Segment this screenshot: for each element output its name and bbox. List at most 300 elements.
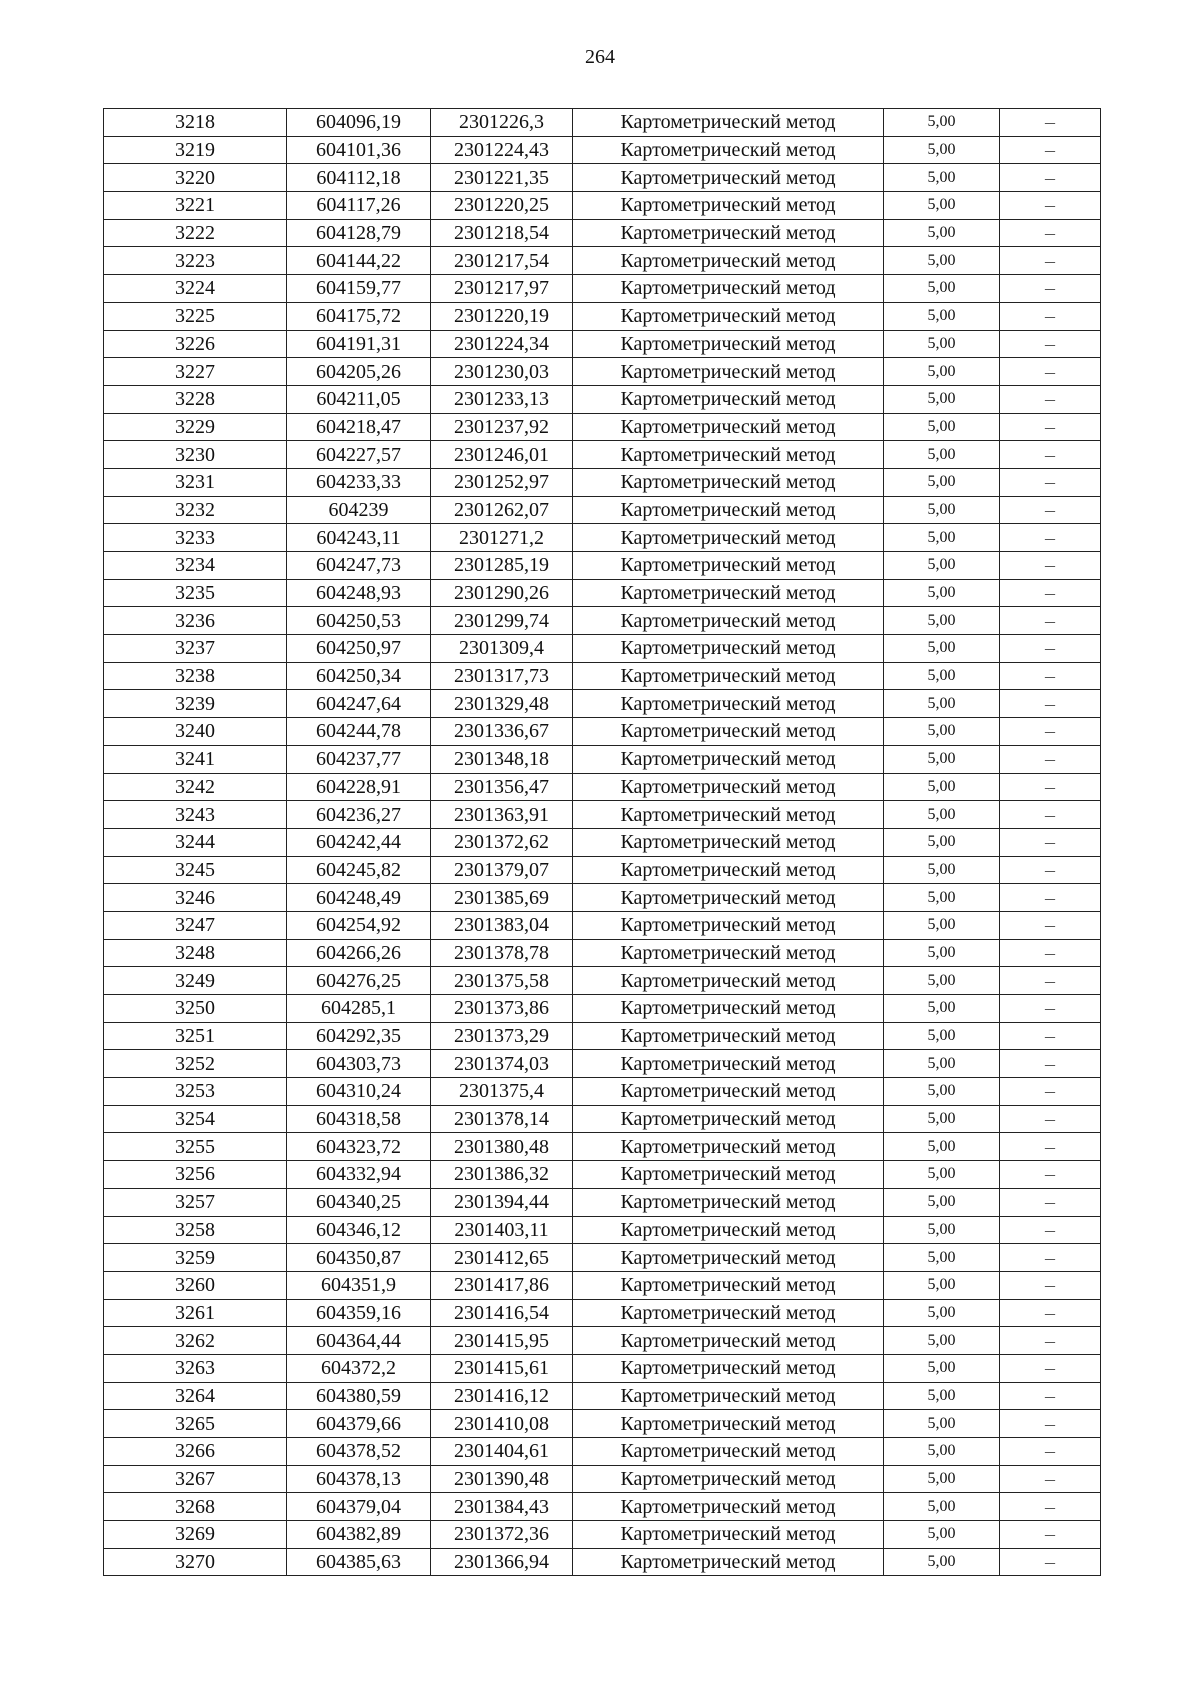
accuracy-cell: 5,00	[884, 385, 1000, 413]
accuracy-cell: 5,00	[884, 967, 1000, 995]
y-coordinate-cell: 2301417,86	[431, 1271, 573, 1299]
accuracy-cell: 5,00	[884, 1188, 1000, 1216]
y-coordinate-cell: 2301356,47	[431, 773, 573, 801]
accuracy-cell: 5,00	[884, 1438, 1000, 1466]
method-cell: Картометрический метод	[573, 496, 884, 524]
table-row	[104, 1078, 1101, 1106]
method-cell: Картометрический метод	[573, 1188, 884, 1216]
point-number-cell: 3235	[104, 579, 287, 607]
point-number-cell: 3249	[104, 967, 287, 995]
y-coordinate-cell: 2301246,01	[431, 441, 573, 469]
table-row	[104, 828, 1101, 856]
accuracy-cell: 5,00	[884, 1022, 1000, 1050]
description-cell: –	[1000, 1271, 1101, 1299]
description-cell: –	[1000, 856, 1101, 884]
point-number-cell: 3258	[104, 1216, 287, 1244]
coordinates-table	[103, 108, 1101, 1576]
description-cell: –	[1000, 1327, 1101, 1355]
y-coordinate-cell: 2301385,69	[431, 884, 573, 912]
y-coordinate-cell: 2301415,95	[431, 1327, 573, 1355]
x-coordinate-cell: 604233,33	[287, 468, 431, 496]
x-coordinate-cell: 604159,77	[287, 275, 431, 303]
method-cell: Картометрический метод	[573, 302, 884, 330]
x-coordinate-cell: 604346,12	[287, 1216, 431, 1244]
point-number-cell: 3244	[104, 828, 287, 856]
method-cell: Картометрический метод	[573, 773, 884, 801]
method-cell: Картометрический метод	[573, 164, 884, 192]
table-row	[104, 939, 1101, 967]
description-cell: –	[1000, 136, 1101, 164]
y-coordinate-cell: 2301416,54	[431, 1299, 573, 1327]
y-coordinate-cell: 2301373,86	[431, 995, 573, 1023]
table-row	[104, 136, 1101, 164]
x-coordinate-cell: 604242,44	[287, 828, 431, 856]
y-coordinate-cell: 2301383,04	[431, 911, 573, 939]
accuracy-cell: 5,00	[884, 1521, 1000, 1549]
description-cell: –	[1000, 1161, 1101, 1189]
x-coordinate-cell: 604378,52	[287, 1438, 431, 1466]
point-number-cell: 3233	[104, 524, 287, 552]
table-row	[104, 524, 1101, 552]
method-cell: Картометрический метод	[573, 413, 884, 441]
accuracy-cell: 5,00	[884, 413, 1000, 441]
point-number-cell: 3228	[104, 385, 287, 413]
table-row	[104, 579, 1101, 607]
y-coordinate-cell: 2301226,3	[431, 109, 573, 137]
x-coordinate-cell: 604266,26	[287, 939, 431, 967]
table-row	[104, 1244, 1101, 1272]
method-cell: Картометрический метод	[573, 358, 884, 386]
y-coordinate-cell: 2301415,61	[431, 1354, 573, 1382]
method-cell: Картометрический метод	[573, 801, 884, 829]
table-row	[104, 607, 1101, 635]
method-cell: Картометрический метод	[573, 468, 884, 496]
y-coordinate-cell: 2301374,03	[431, 1050, 573, 1078]
table-row	[104, 496, 1101, 524]
table-row	[104, 1493, 1101, 1521]
method-cell: Картометрический метод	[573, 1493, 884, 1521]
table-row	[104, 192, 1101, 220]
accuracy-cell: 5,00	[884, 1327, 1000, 1355]
method-cell: Картометрический метод	[573, 911, 884, 939]
x-coordinate-cell: 604101,36	[287, 136, 431, 164]
x-coordinate-cell: 604250,97	[287, 635, 431, 663]
y-coordinate-cell: 2301416,12	[431, 1382, 573, 1410]
table-row	[104, 1188, 1101, 1216]
method-cell: Картометрический метод	[573, 718, 884, 746]
accuracy-cell: 5,00	[884, 911, 1000, 939]
page-number: 264	[585, 46, 615, 68]
accuracy-cell: 5,00	[884, 247, 1000, 275]
accuracy-cell: 5,00	[884, 275, 1000, 303]
y-coordinate-cell: 2301218,54	[431, 219, 573, 247]
description-cell: –	[1000, 662, 1101, 690]
description-cell: –	[1000, 1244, 1101, 1272]
accuracy-cell: 5,00	[884, 773, 1000, 801]
table-row	[104, 1548, 1101, 1576]
y-coordinate-cell: 2301394,44	[431, 1188, 573, 1216]
table-row	[104, 690, 1101, 718]
accuracy-cell: 5,00	[884, 219, 1000, 247]
point-number-cell: 3262	[104, 1327, 287, 1355]
y-coordinate-cell: 2301386,32	[431, 1161, 573, 1189]
y-coordinate-cell: 2301262,07	[431, 496, 573, 524]
method-cell: Картометрический метод	[573, 330, 884, 358]
point-number-cell: 3222	[104, 219, 287, 247]
x-coordinate-cell: 604247,64	[287, 690, 431, 718]
description-cell: –	[1000, 1493, 1101, 1521]
x-coordinate-cell: 604244,78	[287, 718, 431, 746]
y-coordinate-cell: 2301384,43	[431, 1493, 573, 1521]
accuracy-cell: 5,00	[884, 856, 1000, 884]
description-cell: –	[1000, 1216, 1101, 1244]
y-coordinate-cell: 2301217,54	[431, 247, 573, 275]
accuracy-cell: 5,00	[884, 1493, 1000, 1521]
y-coordinate-cell: 2301329,48	[431, 690, 573, 718]
method-cell: Картометрический метод	[573, 1410, 884, 1438]
table-row	[104, 302, 1101, 330]
point-number-cell: 3218	[104, 109, 287, 137]
x-coordinate-cell: 604096,19	[287, 109, 431, 137]
y-coordinate-cell: 2301348,18	[431, 745, 573, 773]
description-cell: –	[1000, 801, 1101, 829]
accuracy-cell: 5,00	[884, 136, 1000, 164]
method-cell: Картометрический метод	[573, 1327, 884, 1355]
table-row	[104, 385, 1101, 413]
method-cell: Картометрический метод	[573, 1050, 884, 1078]
method-cell: Картометрический метод	[573, 690, 884, 718]
accuracy-cell: 5,00	[884, 1050, 1000, 1078]
table-row	[104, 1354, 1101, 1382]
description-cell: –	[1000, 745, 1101, 773]
accuracy-cell: 5,00	[884, 690, 1000, 718]
method-cell: Картометрический метод	[573, 1382, 884, 1410]
y-coordinate-cell: 2301285,19	[431, 552, 573, 580]
method-cell: Картометрический метод	[573, 385, 884, 413]
x-coordinate-cell: 604254,92	[287, 911, 431, 939]
description-cell: –	[1000, 1188, 1101, 1216]
x-coordinate-cell: 604359,16	[287, 1299, 431, 1327]
point-number-cell: 3251	[104, 1022, 287, 1050]
table-row	[104, 1438, 1101, 1466]
description-cell: –	[1000, 330, 1101, 358]
point-number-cell: 3259	[104, 1244, 287, 1272]
x-coordinate-cell: 604285,1	[287, 995, 431, 1023]
method-cell: Картометрический метод	[573, 524, 884, 552]
description-cell: –	[1000, 164, 1101, 192]
table-row	[104, 1216, 1101, 1244]
y-coordinate-cell: 2301378,78	[431, 939, 573, 967]
accuracy-cell: 5,00	[884, 884, 1000, 912]
point-number-cell: 3240	[104, 718, 287, 746]
point-number-cell: 3270	[104, 1548, 287, 1576]
y-coordinate-cell: 2301252,97	[431, 468, 573, 496]
y-coordinate-cell: 2301217,97	[431, 275, 573, 303]
table-row	[104, 745, 1101, 773]
table-row	[104, 856, 1101, 884]
accuracy-cell: 5,00	[884, 1161, 1000, 1189]
x-coordinate-cell: 604228,91	[287, 773, 431, 801]
accuracy-cell: 5,00	[884, 635, 1000, 663]
x-coordinate-cell: 604205,26	[287, 358, 431, 386]
point-number-cell: 3245	[104, 856, 287, 884]
accuracy-cell: 5,00	[884, 1465, 1000, 1493]
description-cell: –	[1000, 690, 1101, 718]
method-cell: Картометрический метод	[573, 247, 884, 275]
table-row	[104, 801, 1101, 829]
table-row	[104, 884, 1101, 912]
method-cell: Картометрический метод	[573, 1465, 884, 1493]
y-coordinate-cell: 2301220,25	[431, 192, 573, 220]
description-cell: –	[1000, 358, 1101, 386]
description-cell: –	[1000, 1410, 1101, 1438]
y-coordinate-cell: 2301363,91	[431, 801, 573, 829]
y-coordinate-cell: 2301375,4	[431, 1078, 573, 1106]
method-cell: Картометрический метод	[573, 1216, 884, 1244]
description-cell: –	[1000, 635, 1101, 663]
accuracy-cell: 5,00	[884, 718, 1000, 746]
description-cell: –	[1000, 579, 1101, 607]
x-coordinate-cell: 604379,66	[287, 1410, 431, 1438]
method-cell: Картометрический метод	[573, 884, 884, 912]
point-number-cell: 3237	[104, 635, 287, 663]
method-cell: Картометрический метод	[573, 995, 884, 1023]
x-coordinate-cell: 604128,79	[287, 219, 431, 247]
accuracy-cell: 5,00	[884, 1105, 1000, 1133]
x-coordinate-cell: 604227,57	[287, 441, 431, 469]
x-coordinate-cell: 604303,73	[287, 1050, 431, 1078]
x-coordinate-cell: 604332,94	[287, 1161, 431, 1189]
table-row	[104, 911, 1101, 939]
method-cell: Картометрический метод	[573, 745, 884, 773]
y-coordinate-cell: 2301290,26	[431, 579, 573, 607]
y-coordinate-cell: 2301372,62	[431, 828, 573, 856]
description-cell: –	[1000, 1022, 1101, 1050]
table-row	[104, 441, 1101, 469]
y-coordinate-cell: 2301373,29	[431, 1022, 573, 1050]
description-cell: –	[1000, 552, 1101, 580]
x-coordinate-cell: 604243,11	[287, 524, 431, 552]
accuracy-cell: 5,00	[884, 662, 1000, 690]
method-cell: Картометрический метод	[573, 828, 884, 856]
method-cell: Картометрический метод	[573, 1105, 884, 1133]
table-row	[104, 1382, 1101, 1410]
table-row	[104, 247, 1101, 275]
description-cell: –	[1000, 219, 1101, 247]
table-row	[104, 1465, 1101, 1493]
description-cell: –	[1000, 385, 1101, 413]
y-coordinate-cell: 2301221,35	[431, 164, 573, 192]
point-number-cell: 3246	[104, 884, 287, 912]
accuracy-cell: 5,00	[884, 164, 1000, 192]
y-coordinate-cell: 2301224,34	[431, 330, 573, 358]
method-cell: Картометрический метод	[573, 1078, 884, 1106]
accuracy-cell: 5,00	[884, 579, 1000, 607]
y-coordinate-cell: 2301390,48	[431, 1465, 573, 1493]
method-cell: Картометрический метод	[573, 967, 884, 995]
y-coordinate-cell: 2301233,13	[431, 385, 573, 413]
method-cell: Картометрический метод	[573, 1022, 884, 1050]
point-number-cell: 3241	[104, 745, 287, 773]
y-coordinate-cell: 2301412,65	[431, 1244, 573, 1272]
y-coordinate-cell: 2301379,07	[431, 856, 573, 884]
x-coordinate-cell: 604276,25	[287, 967, 431, 995]
x-coordinate-cell: 604144,22	[287, 247, 431, 275]
point-number-cell: 3253	[104, 1078, 287, 1106]
x-coordinate-cell: 604310,24	[287, 1078, 431, 1106]
description-cell: –	[1000, 524, 1101, 552]
point-number-cell: 3248	[104, 939, 287, 967]
point-number-cell: 3232	[104, 496, 287, 524]
method-cell: Картометрический метод	[573, 662, 884, 690]
x-coordinate-cell: 604379,04	[287, 1493, 431, 1521]
method-cell: Картометрический метод	[573, 136, 884, 164]
x-coordinate-cell: 604175,72	[287, 302, 431, 330]
x-coordinate-cell: 604382,89	[287, 1521, 431, 1549]
x-coordinate-cell: 604350,87	[287, 1244, 431, 1272]
point-number-cell: 3268	[104, 1493, 287, 1521]
description-cell: –	[1000, 718, 1101, 746]
table-row	[104, 1050, 1101, 1078]
accuracy-cell: 5,00	[884, 1271, 1000, 1299]
y-coordinate-cell: 2301403,11	[431, 1216, 573, 1244]
table-row	[104, 1105, 1101, 1133]
table-row	[104, 1133, 1101, 1161]
description-cell: –	[1000, 1548, 1101, 1576]
description-cell: –	[1000, 247, 1101, 275]
description-cell: –	[1000, 1299, 1101, 1327]
method-cell: Картометрический метод	[573, 441, 884, 469]
point-number-cell: 3229	[104, 413, 287, 441]
y-coordinate-cell: 2301224,43	[431, 136, 573, 164]
y-coordinate-cell: 2301404,61	[431, 1438, 573, 1466]
coordinates-table-body	[104, 109, 1101, 1576]
point-number-cell: 3252	[104, 1050, 287, 1078]
description-cell: –	[1000, 441, 1101, 469]
x-coordinate-cell: 604236,27	[287, 801, 431, 829]
table-row	[104, 967, 1101, 995]
point-number-cell: 3224	[104, 275, 287, 303]
x-coordinate-cell: 604292,35	[287, 1022, 431, 1050]
table-row	[104, 164, 1101, 192]
description-cell: –	[1000, 939, 1101, 967]
point-number-cell: 3236	[104, 607, 287, 635]
table-row	[104, 413, 1101, 441]
description-cell: –	[1000, 109, 1101, 137]
accuracy-cell: 5,00	[884, 358, 1000, 386]
accuracy-cell: 5,00	[884, 468, 1000, 496]
x-coordinate-cell: 604378,13	[287, 1465, 431, 1493]
point-number-cell: 3257	[104, 1188, 287, 1216]
point-number-cell: 3221	[104, 192, 287, 220]
accuracy-cell: 5,00	[884, 441, 1000, 469]
x-coordinate-cell: 604211,05	[287, 385, 431, 413]
point-number-cell: 3234	[104, 552, 287, 580]
description-cell: –	[1000, 302, 1101, 330]
method-cell: Картометрический метод	[573, 1244, 884, 1272]
description-cell: –	[1000, 607, 1101, 635]
y-coordinate-cell: 2301366,94	[431, 1548, 573, 1576]
x-coordinate-cell: 604323,72	[287, 1133, 431, 1161]
description-cell: –	[1000, 1050, 1101, 1078]
x-coordinate-cell: 604218,47	[287, 413, 431, 441]
accuracy-cell: 5,00	[884, 828, 1000, 856]
y-coordinate-cell: 2301372,36	[431, 1521, 573, 1549]
point-number-cell: 3238	[104, 662, 287, 690]
x-coordinate-cell: 604250,34	[287, 662, 431, 690]
accuracy-cell: 5,00	[884, 607, 1000, 635]
y-coordinate-cell: 2301237,92	[431, 413, 573, 441]
x-coordinate-cell: 604372,2	[287, 1354, 431, 1382]
table-row	[104, 995, 1101, 1023]
x-coordinate-cell: 604247,73	[287, 552, 431, 580]
point-number-cell: 3266	[104, 1438, 287, 1466]
x-coordinate-cell: 604117,26	[287, 192, 431, 220]
method-cell: Картометрический метод	[573, 607, 884, 635]
x-coordinate-cell: 604248,49	[287, 884, 431, 912]
accuracy-cell: 5,00	[884, 109, 1000, 137]
y-coordinate-cell: 2301317,73	[431, 662, 573, 690]
y-coordinate-cell: 2301336,67	[431, 718, 573, 746]
point-number-cell: 3219	[104, 136, 287, 164]
point-number-cell: 3250	[104, 995, 287, 1023]
accuracy-cell: 5,00	[884, 1244, 1000, 1272]
method-cell: Картометрический метод	[573, 1161, 884, 1189]
x-coordinate-cell: 604351,9	[287, 1271, 431, 1299]
x-coordinate-cell: 604340,25	[287, 1188, 431, 1216]
point-number-cell: 3225	[104, 302, 287, 330]
table-row	[104, 468, 1101, 496]
accuracy-cell: 5,00	[884, 1382, 1000, 1410]
table-row	[104, 275, 1101, 303]
accuracy-cell: 5,00	[884, 1410, 1000, 1438]
x-coordinate-cell: 604250,53	[287, 607, 431, 635]
description-cell: –	[1000, 468, 1101, 496]
method-cell: Картометрический метод	[573, 856, 884, 884]
x-coordinate-cell: 604248,93	[287, 579, 431, 607]
accuracy-cell: 5,00	[884, 496, 1000, 524]
table-row	[104, 718, 1101, 746]
method-cell: Картометрический метод	[573, 1521, 884, 1549]
method-cell: Картометрический метод	[573, 192, 884, 220]
point-number-cell: 3220	[104, 164, 287, 192]
accuracy-cell: 5,00	[884, 524, 1000, 552]
description-cell: –	[1000, 1133, 1101, 1161]
description-cell: –	[1000, 1354, 1101, 1382]
accuracy-cell: 5,00	[884, 1548, 1000, 1576]
method-cell: Картометрический метод	[573, 275, 884, 303]
table-row	[104, 1299, 1101, 1327]
description-cell: –	[1000, 995, 1101, 1023]
method-cell: Картометрический метод	[573, 1548, 884, 1576]
accuracy-cell: 5,00	[884, 302, 1000, 330]
accuracy-cell: 5,00	[884, 1133, 1000, 1161]
point-number-cell: 3255	[104, 1133, 287, 1161]
method-cell: Картометрический метод	[573, 552, 884, 580]
accuracy-cell: 5,00	[884, 1299, 1000, 1327]
accuracy-cell: 5,00	[884, 1078, 1000, 1106]
table-row	[104, 662, 1101, 690]
x-coordinate-cell: 604191,31	[287, 330, 431, 358]
point-number-cell: 3239	[104, 690, 287, 718]
point-number-cell: 3265	[104, 1410, 287, 1438]
description-cell: –	[1000, 967, 1101, 995]
accuracy-cell: 5,00	[884, 939, 1000, 967]
point-number-cell: 3230	[104, 441, 287, 469]
table-row	[104, 1410, 1101, 1438]
point-number-cell: 3261	[104, 1299, 287, 1327]
x-coordinate-cell: 604380,59	[287, 1382, 431, 1410]
